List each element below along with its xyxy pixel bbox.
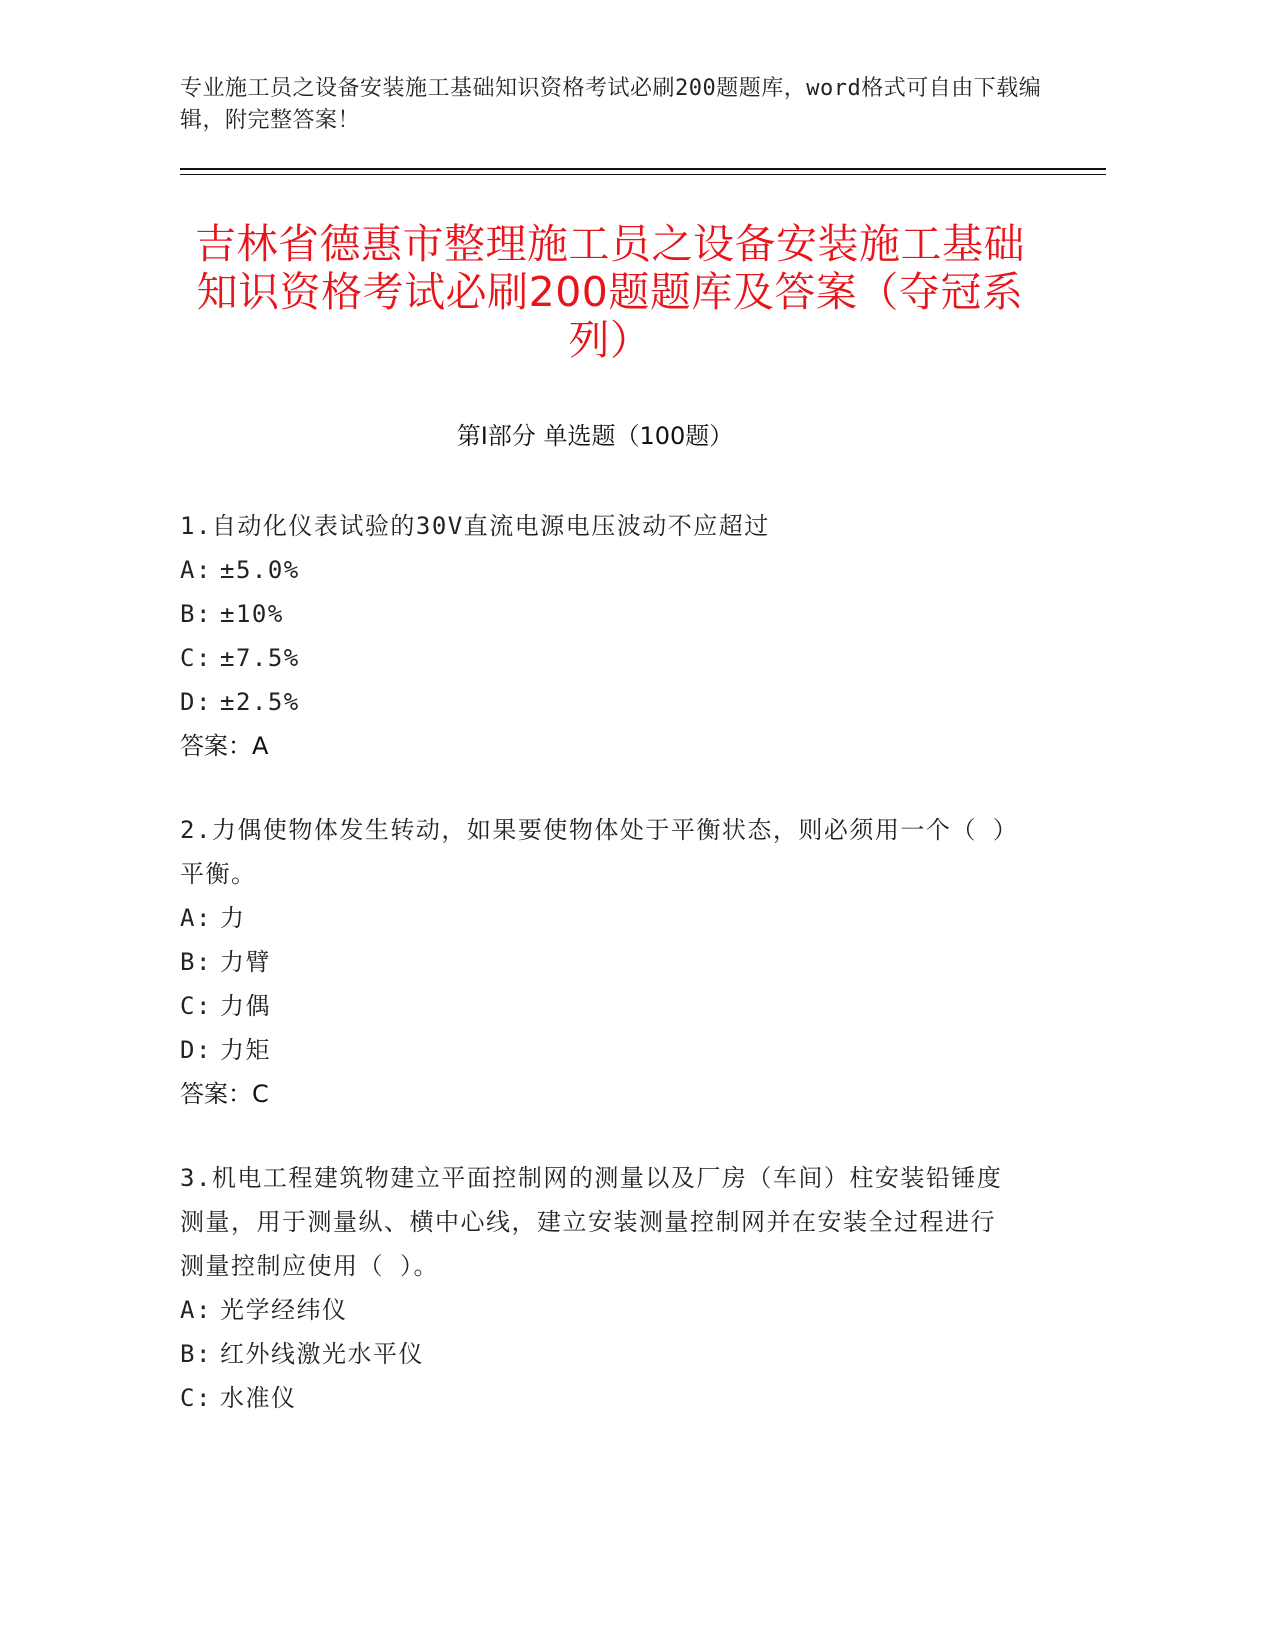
option-b bbox=[180, 1332, 1020, 1376]
option-c bbox=[180, 636, 1020, 680]
option-key: D: bbox=[180, 1036, 212, 1064]
option-key: A: bbox=[180, 904, 212, 932]
option-d bbox=[180, 1028, 1020, 1072]
option-c bbox=[180, 1376, 1020, 1420]
option-a bbox=[180, 1288, 1020, 1332]
option-c bbox=[180, 984, 1020, 1028]
option-key: B: bbox=[180, 1340, 212, 1368]
option-b bbox=[180, 592, 1020, 636]
option-key: C: bbox=[180, 644, 212, 672]
option-text: 水准仪 bbox=[220, 1384, 297, 1412]
option-text: ±2.5% bbox=[220, 688, 300, 716]
section-heading: 第I部分 单选题（100题） bbox=[456, 422, 734, 450]
question-2 bbox=[180, 808, 1020, 1116]
option-key: C: bbox=[180, 1384, 212, 1412]
option-text: 力矩 bbox=[220, 1036, 271, 1064]
option-text: 力臂 bbox=[220, 948, 271, 976]
option-d bbox=[180, 680, 1020, 724]
option-text: ±10% bbox=[220, 600, 284, 628]
option-a bbox=[180, 896, 1020, 940]
document-title: 吉林省德惠市整理施工员之设备安装施工基础知识资格考试必刷200题题库及答案（夺冠系列） bbox=[195, 220, 1025, 364]
question-1 bbox=[180, 504, 1020, 768]
option-key: B: bbox=[180, 600, 212, 628]
option-text: 光学经纬仪 bbox=[220, 1296, 348, 1324]
option-key: B: bbox=[180, 948, 212, 976]
option-text: ±7.5% bbox=[220, 644, 300, 672]
option-a bbox=[180, 548, 1020, 592]
option-key: A: bbox=[180, 1296, 212, 1324]
option-text: 红外线激光水平仪 bbox=[220, 1340, 424, 1368]
question-stem: 1.自动化仪表试验的30V直流电源电压波动不应超过 bbox=[180, 512, 770, 540]
option-text: 力 bbox=[220, 904, 246, 932]
answer-line: 答案：C bbox=[180, 1080, 269, 1108]
header-intro-text: 专业施工员之设备安装施工基础知识资格考试必刷200题题库，word格式可自由下载编辑，附完整答案！ bbox=[180, 76, 1042, 133]
option-b bbox=[180, 940, 1020, 984]
header-divider-thick bbox=[180, 168, 1106, 170]
option-key: A: bbox=[180, 556, 212, 584]
question-stem: 2.力偶使物体发生转动，如果要使物体处于平衡状态，则必须用一个（ ）平衡。 bbox=[180, 816, 1019, 888]
question-3 bbox=[180, 1156, 1020, 1420]
option-text: 力偶 bbox=[220, 992, 271, 1020]
option-key: C: bbox=[180, 992, 212, 1020]
option-key: D: bbox=[180, 688, 212, 716]
option-text: ±5.0% bbox=[220, 556, 300, 584]
answer-line: 答案：A bbox=[180, 732, 269, 760]
header-divider-thin bbox=[180, 174, 1106, 175]
question-list bbox=[180, 504, 1020, 1460]
question-stem: 3.机电工程建筑物建立平面控制网的测量以及厂房（车间）柱安装铅锤度测量，用于测量纵、横中心线，建立安装测量控制网并在安装全过程进行测量控制应使用（ ）。 bbox=[180, 1164, 1003, 1280]
